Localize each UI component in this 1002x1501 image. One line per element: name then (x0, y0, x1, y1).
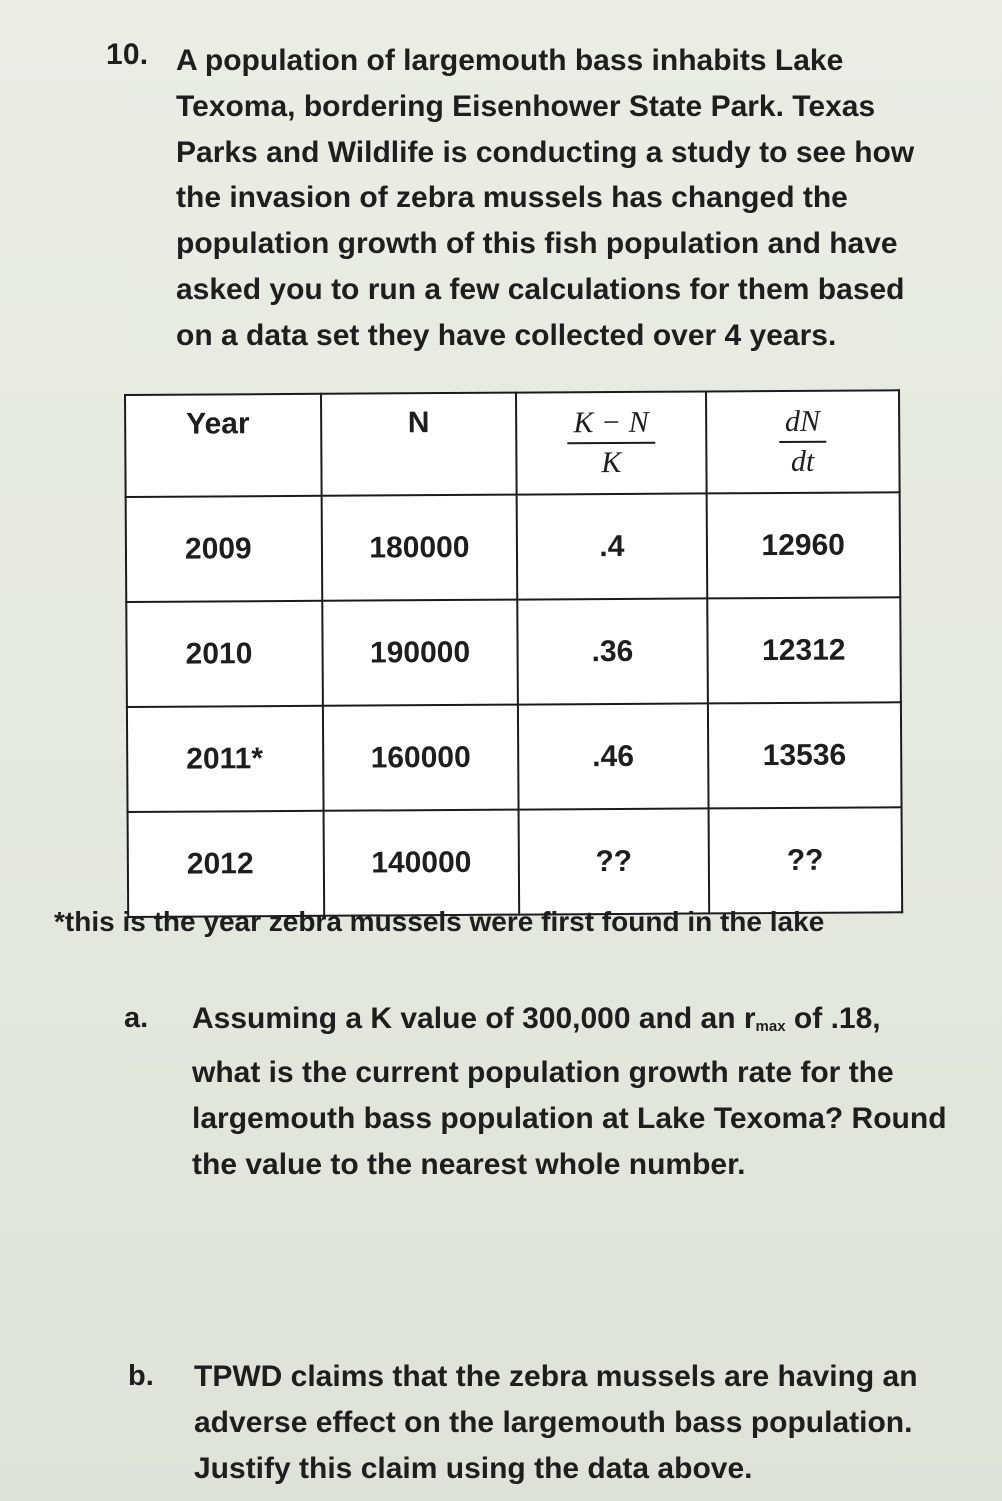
table-header-row (125, 390, 900, 497)
cell-n: 160000 (323, 705, 519, 811)
cell-ratio: .4 (517, 493, 707, 599)
table-row (127, 702, 902, 812)
part-a-line1-pre: Assuming a K value of 300,000 and an r (192, 1002, 756, 1035)
cell-n: 190000 (322, 600, 518, 706)
part-b-text (194, 1354, 918, 1492)
part-b-line: Justify this claim using the data above. (194, 1452, 753, 1485)
part-b-line: adverse effect on the largemouth bass population. (194, 1406, 913, 1439)
question-line: population growth of this fish population and have (176, 227, 898, 261)
question-text (176, 38, 956, 359)
cell-n: 180000 (321, 495, 517, 601)
rate-fraction (779, 404, 826, 478)
part-a-label: a. (124, 1002, 149, 1034)
question-line: on a data set they have collected over 4 years. (176, 318, 837, 352)
part-a-line: largemouth bass population at Lake Texoma? Round (192, 1102, 947, 1135)
ratio-numerator: K − N (573, 405, 649, 440)
ratio-fraction (567, 405, 655, 480)
rate-numerator: dN (784, 404, 821, 438)
cell-ratio: .46 (518, 703, 708, 809)
table-row (126, 492, 901, 602)
cell-rate: 12312 (707, 597, 901, 703)
part-a-line1-post: of .18, (785, 1002, 881, 1035)
header-year: Year (125, 394, 321, 497)
cell-ratio: .36 (517, 598, 707, 704)
table-footnote: *this is the year zebra mussels were first found in the lake (54, 906, 825, 937)
part-a-text (192, 996, 947, 1188)
rmax-subscript: max (755, 1018, 786, 1035)
population-data-table (124, 389, 903, 918)
cell-year: 2011* (127, 706, 323, 812)
part-b-line: TPWD claims that the zebra mussels are having an (194, 1360, 918, 1393)
rate-denominator: dt (790, 444, 815, 478)
ratio-denominator: K (601, 445, 622, 480)
header-n: N (321, 393, 517, 496)
cell-year: 2009 (126, 496, 322, 602)
table-row (128, 807, 903, 917)
cell-rate: 12960 (706, 492, 900, 598)
cell-year: 2010 (126, 601, 322, 707)
question-line: Parks and Wildlife is conducting a study to see how (176, 135, 915, 169)
question-number: 10. (106, 38, 149, 71)
cell-rate: ?? (708, 807, 902, 913)
cell-ratio: ?? (519, 808, 709, 914)
table-row (126, 597, 901, 707)
question-line: asked you to run a few calculations for them based (176, 272, 905, 306)
cell-rate: 13536 (707, 702, 901, 808)
question-line: A population of largemouth bass inhabits Lake (176, 44, 844, 77)
header-rate (706, 390, 900, 493)
question-line: the invasion of zebra mussels has changed the (176, 181, 848, 215)
part-b-label: b. (128, 1360, 154, 1392)
part-a-line: the value to the nearest whole number. (192, 1148, 746, 1181)
part-a-line: what is the current population growth rate for the (192, 1056, 894, 1089)
question-line: Texoma, bordering Eisenhower State Park. Texas (176, 89, 876, 123)
cell-year: 2012 (128, 811, 324, 917)
header-ratio (516, 391, 706, 494)
cell-n: 140000 (323, 810, 519, 916)
part-a-line (192, 996, 947, 1050)
